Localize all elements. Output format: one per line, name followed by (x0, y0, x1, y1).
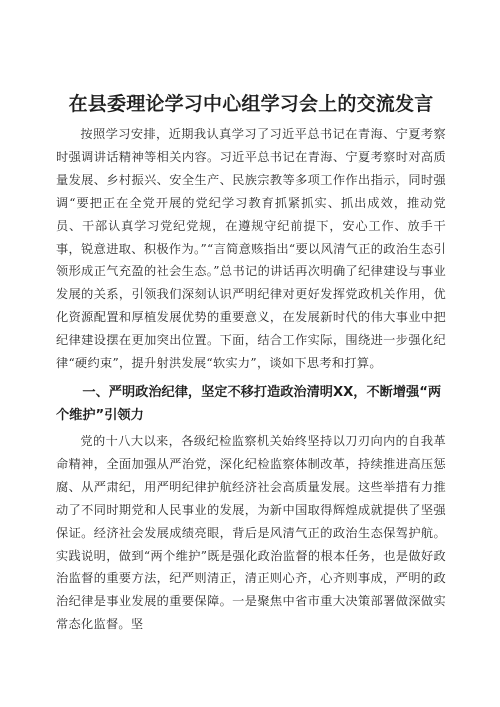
document-title: 在县委理论学习中心组学习会上的交流发言 (68, 93, 434, 115)
section-heading-1: 一、严明政治纪律，坚定不移打造政治清明XX，不断增强“两个维护”引领力 (56, 384, 442, 423)
body-paragraph: 党的十八大以来，各级纪检监察机关始终坚持以刀刃向内的自我革命精神，全面加强从严治党，深化纪检监察体制改革，持续推进高压惩腐、从严肃纪，用严明纪律护航经济社会高质量发展。这些举措有力推动了不同时期党和人民事业的发展，为新中国取得辉煌成就提供了坚强保证。经济社会发展成绩亮眼，背后是风清气正的政治生态保驾护航。实践说明，做到“两个维护”既是强化政治监督的根本任务，也是做好政治监督的重要方法，纪严则清正，清正则心齐，心齐则事成，严明的政治纪律是事业发展的重要保障。一是聚焦中省市重大决策部署做深做实常态化监督。坚 (56, 433, 446, 632)
intro-paragraph: 按照学习安排，近期我认真学习了习近平总书记在青海、宁夏考察时强调讲话精神等相关内容。习近平总书记在青海、宁夏考察时对高质量发展、乡村振兴、安全生产、民族宗教等多项工作作出指示，同时强调“要把正在全党开展的党纪学习教育抓紧抓实、抓出成效，推动党员、干部认真学习党纪党规，在遵规守纪前提下，安心工作、放手干事，锐意进取、积极作为。”“言简意赅指出“要以风清气正的政治生态引领形成正气充盈的社会生态。”总书记的讲话再次明确了纪律建设与事业发展的关系，引领我们深刻认识严明纪律对更好发挥党政机关作用，优化资源配置和厚植发展优势的重要意义，在发展新时代的伟大事业中把纪律建设摆在更加突出位置。下面，结合工作实际，围绕进一步强化纪律“硬约束”，提升射洪发展“软实力”，谈如下思考和打算。 (56, 127, 446, 371)
